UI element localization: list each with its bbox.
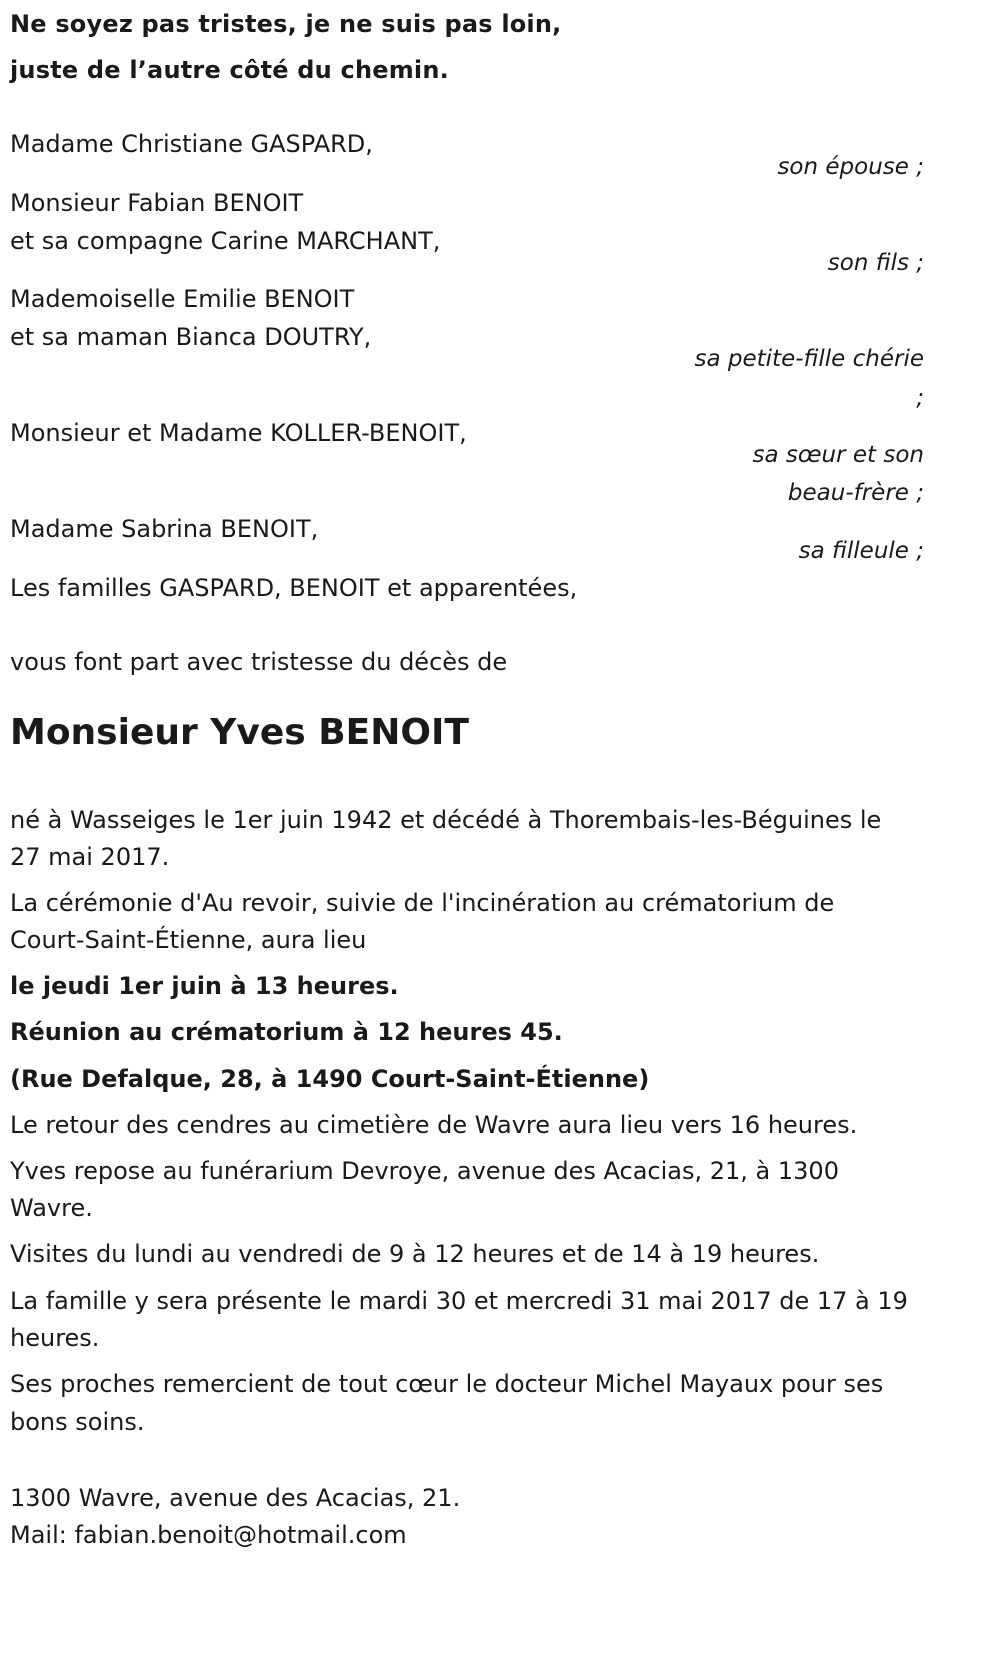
family-member-name: Monsieur Fabian BENOIT — [10, 189, 304, 217]
ceremony-line: La cérémonie d'Au revoir, suivie de l'incinération au crématorium de — [10, 889, 835, 917]
family-member-role: son fils ; — [827, 250, 924, 276]
thanks-line: Ses proches remercient de tout cœur le docteur Michel Mayaux pour ses — [10, 1370, 884, 1398]
contact-mail: Mail: fabian.benoit@hotmail.com — [10, 1521, 407, 1549]
family-presence-line: heures. — [10, 1324, 100, 1352]
family-member-name: et sa maman Bianca DOUTRY, — [10, 323, 372, 351]
birth-death-line: 27 mai 2017. — [10, 843, 170, 871]
family-member-role: beau-frère ; — [787, 480, 924, 506]
rest-place-line: Yves repose au funérarium Devroye, avenue des Acacias, 21, à 1300 — [10, 1157, 839, 1185]
family-member-role: sa sœur et son — [752, 442, 924, 468]
family-member-name: et sa compagne Carine MARCHANT, — [10, 227, 441, 255]
birth-death-line: né à Wasseiges le 1er juin 1942 et décédé à Thorembais-les-Béguines le — [10, 806, 882, 834]
family-presence-line: La famille y sera présente le mardi 30 et mercredi 31 mai 2017 de 17 à 19 — [10, 1287, 908, 1315]
quote-line-1: Ne soyez pas tristes, je ne suis pas loin, — [10, 10, 562, 38]
visit-hours: Visites du lundi au vendredi de 9 à 12 heures et de 14 à 19 heures. — [10, 1240, 820, 1268]
rest-place-line: Wavre. — [10, 1194, 93, 1222]
family-member-name: Monsieur et Madame KOLLER-BENOIT, — [10, 419, 467, 447]
thanks-line: bons soins. — [10, 1408, 145, 1436]
meeting-time: Réunion au crématorium à 12 heures 45. — [10, 1018, 563, 1046]
crematorium-address: (Rue Defalque, 28, à 1490 Court-Saint-Étienne) — [10, 1065, 650, 1093]
family-member-role: ; — [916, 385, 924, 411]
deceased-name: Monsieur Yves BENOIT — [10, 712, 469, 753]
family-member-role: sa petite-fille chérie — [694, 346, 924, 372]
ceremony-line: Court-Saint-Étienne, aura lieu — [10, 926, 367, 954]
family-member-name: Les familles GASPARD, BENOIT et apparentées, — [10, 574, 578, 602]
announcement-text: vous font part avec tristesse du décès de — [10, 648, 508, 676]
ashes-return: Le retour des cendres au cimetière de Wavre aura lieu vers 16 heures. — [10, 1111, 858, 1139]
ceremony-date-time: le jeudi 1er juin à 13 heures. — [10, 972, 399, 1000]
family-member-role: sa filleule ; — [798, 538, 924, 564]
quote-line-2: juste de l’autre côté du chemin. — [10, 56, 449, 84]
contact-address: 1300 Wavre, avenue des Acacias, 21. — [10, 1484, 461, 1512]
family-member-role: son épouse ; — [777, 154, 924, 180]
family-member-name: Mademoiselle Emilie BENOIT — [10, 285, 355, 313]
family-member-name: Madame Sabrina BENOIT, — [10, 515, 319, 543]
family-member-name: Madame Christiane GASPARD, — [10, 130, 373, 158]
